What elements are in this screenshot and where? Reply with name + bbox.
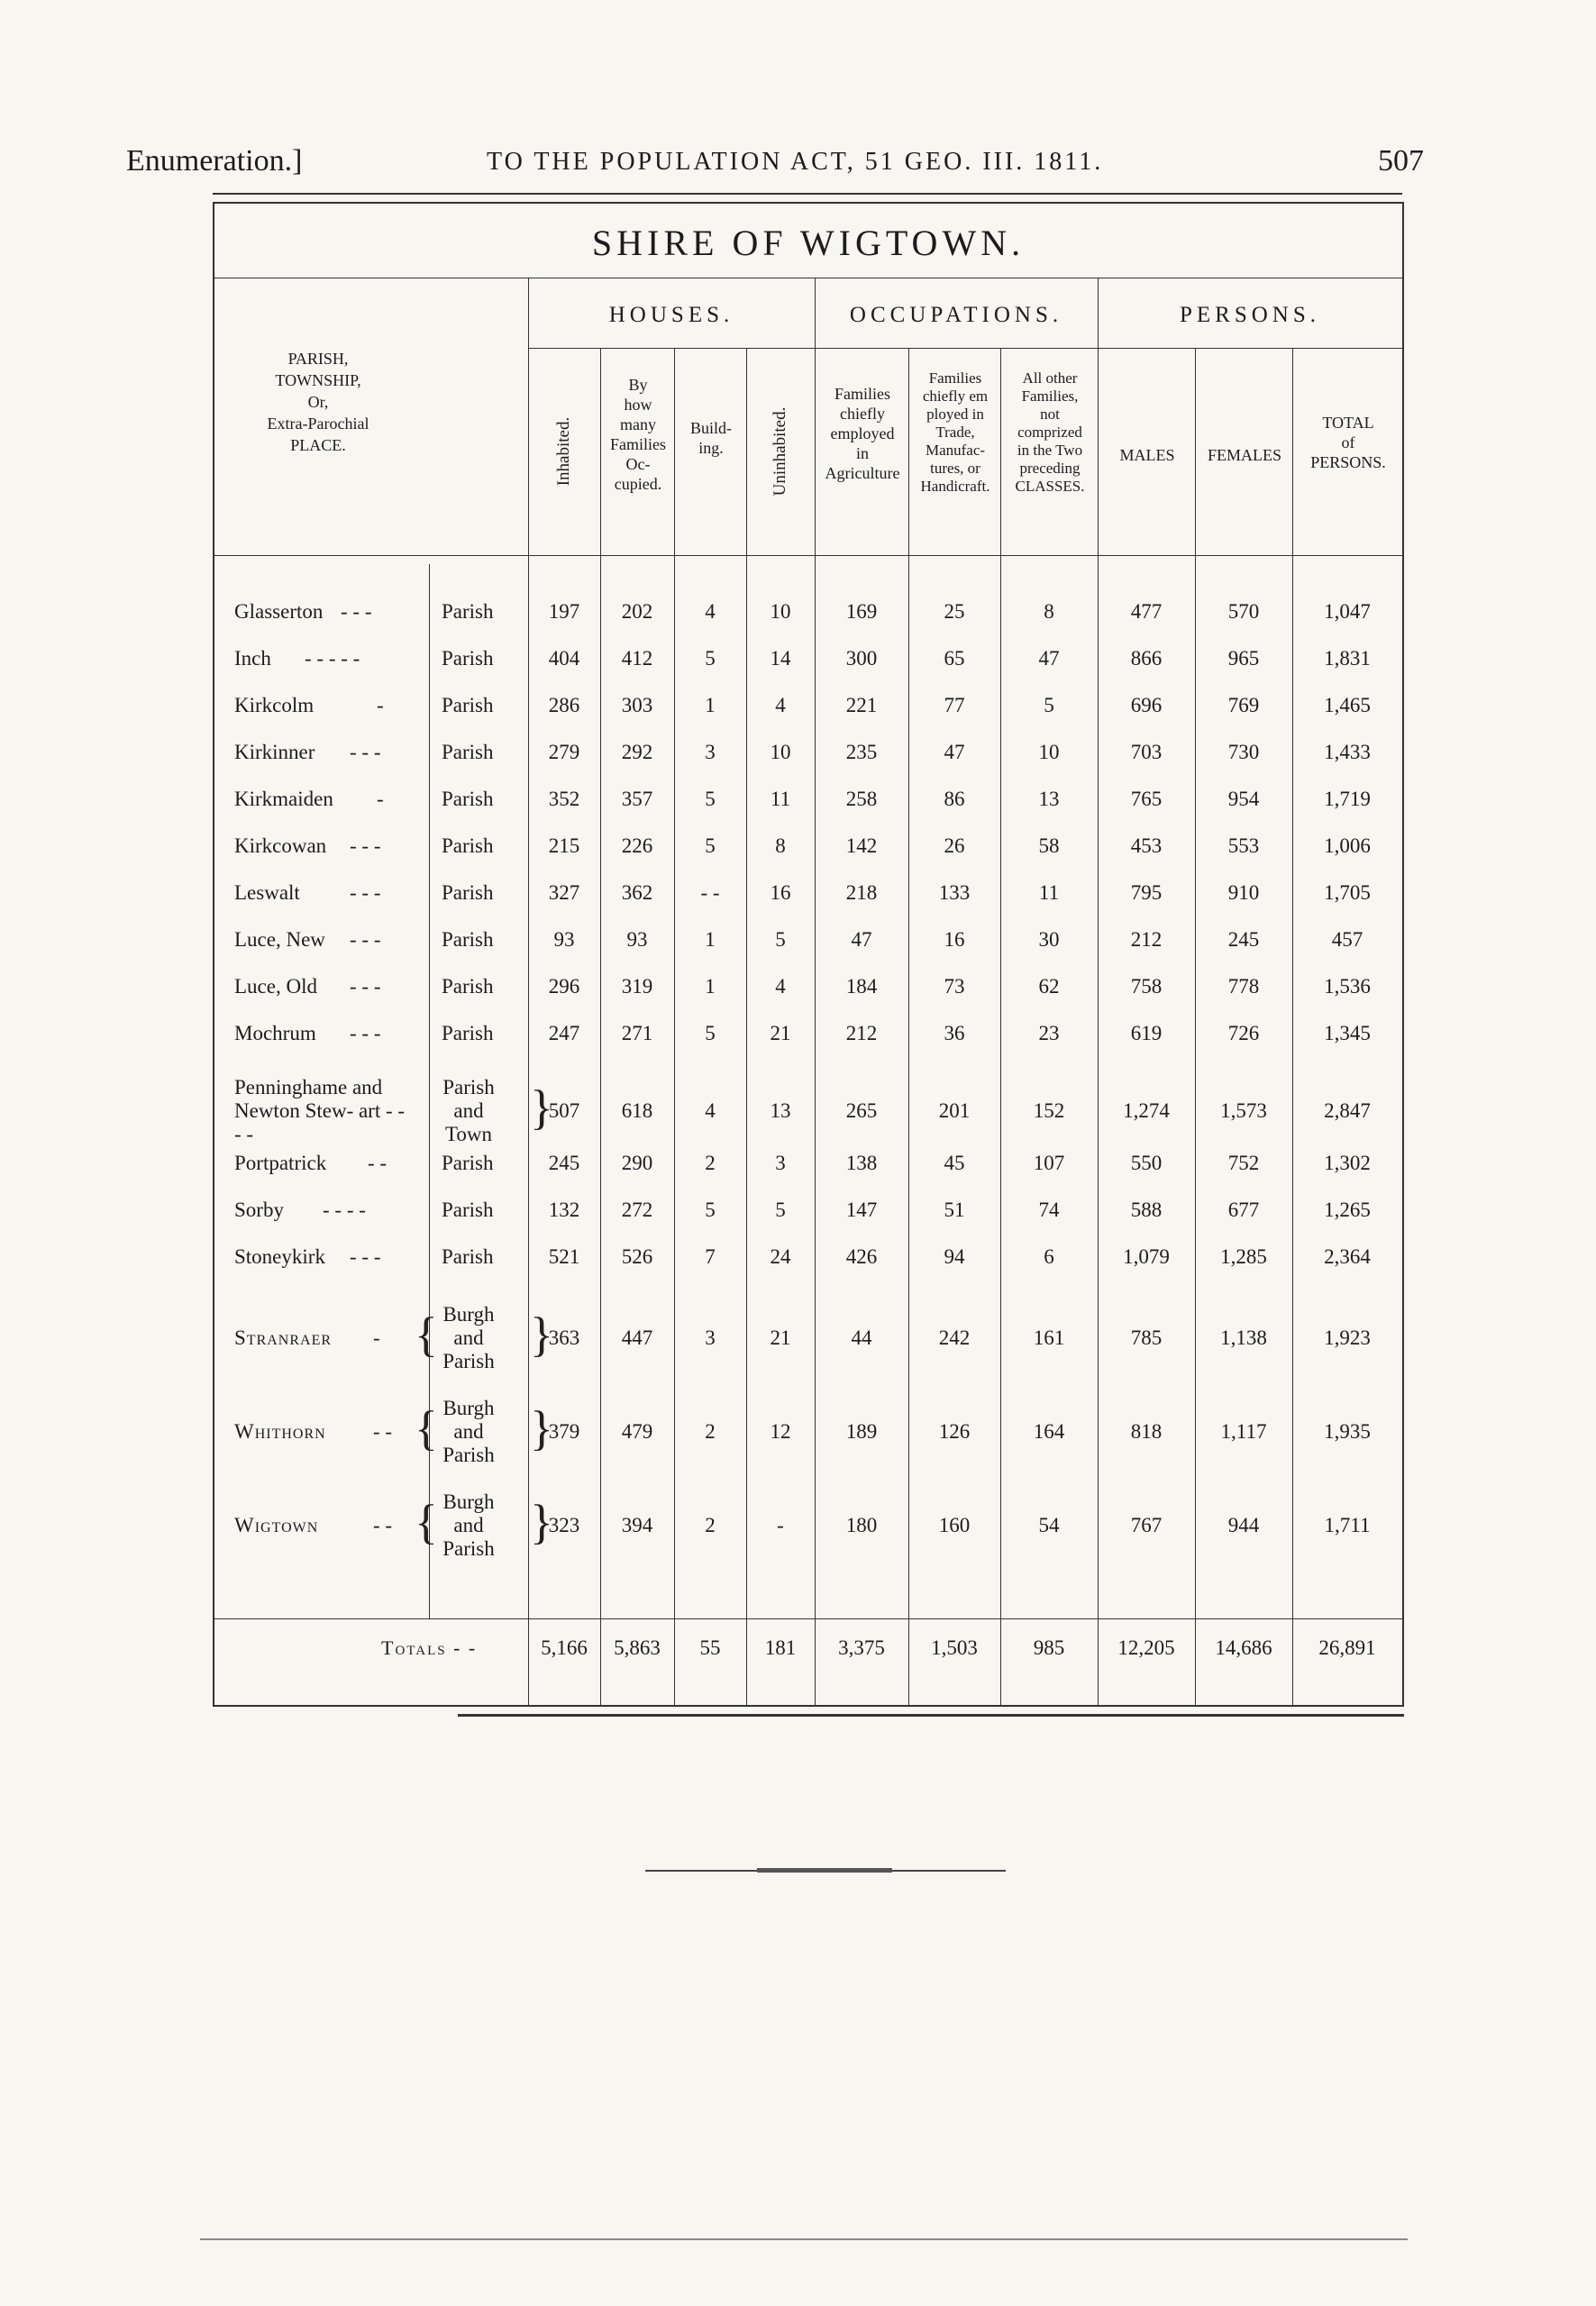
right-brace: }: [530, 1401, 553, 1455]
cell-other: 152: [1033, 1099, 1065, 1122]
cell-families: 357: [621, 788, 653, 810]
cell-uninhabited: 10: [770, 741, 791, 763]
cell-males: 696: [1130, 694, 1163, 716]
males-header: MALES: [1119, 446, 1175, 464]
cell-families: 226: [621, 834, 653, 857]
leader-dots: - - -: [350, 1022, 381, 1044]
leader-dots: - - -: [350, 928, 381, 951]
place-kind: Parish: [442, 741, 494, 763]
cell-families: 272: [621, 1199, 653, 1221]
cell-total: 1,433: [1324, 741, 1371, 763]
cell-females: 553: [1227, 834, 1260, 857]
cell-agriculture: 138: [845, 1152, 878, 1174]
cell-uninhabited: 8: [775, 834, 786, 857]
leader-dots: -: [377, 694, 384, 716]
cell-building: 5: [705, 788, 716, 810]
place-name: Mochrum: [234, 1022, 316, 1044]
cell-other: 13: [1038, 788, 1060, 810]
bottom-rule: [458, 1714, 1404, 1717]
cell-trade: 242: [938, 1326, 971, 1349]
cell-males: 212: [1130, 928, 1163, 951]
rule-under-houses: [528, 348, 847, 349]
cell-other: 107: [1033, 1152, 1065, 1174]
cell-total: 1,536: [1324, 975, 1371, 998]
totals-uninhabited: 181: [764, 1636, 797, 1659]
cell-uninhabited: 21: [770, 1326, 791, 1349]
cell-uninhabited: -: [777, 1514, 784, 1536]
leader-dots: -: [373, 1326, 380, 1349]
totals-inhabited: 5,166: [541, 1636, 588, 1659]
cell-males: 1,274: [1123, 1099, 1170, 1122]
cell-females: 677: [1227, 1199, 1260, 1221]
cell-inhabited: 352: [548, 788, 580, 810]
cell-trade: 86: [944, 788, 965, 810]
cell-uninhabited: 4: [775, 694, 786, 716]
totals-persons: 26,891: [1318, 1636, 1376, 1659]
leader-dots: - -: [373, 1514, 393, 1536]
totals-other: 985: [1033, 1636, 1065, 1659]
cell-trade: 36: [944, 1022, 965, 1044]
families-occupied-header: By how many Families Oc- cupied.: [610, 376, 666, 493]
cell-inhabited: 197: [548, 600, 580, 623]
cell-uninhabited: 3: [775, 1152, 786, 1174]
cell-families: 271: [621, 1022, 653, 1044]
totals-label: Totals - -: [381, 1636, 478, 1659]
cell-agriculture: 221: [845, 694, 878, 716]
cell-trade: 65: [944, 647, 965, 670]
trade-header: Families chiefly em ployed in Trade, Manufac- tures, or Handicraft.: [920, 369, 990, 495]
section-label: Enumeration.]: [126, 144, 303, 178]
totals-trade: 1,503: [931, 1636, 978, 1659]
cell-building: 1: [705, 975, 716, 998]
cell-females: 910: [1227, 881, 1260, 904]
cell-uninhabited: 10: [770, 600, 791, 623]
place-kind: Parish: [442, 788, 494, 810]
cell-males: 785: [1130, 1326, 1163, 1349]
cell-families: 319: [621, 975, 653, 998]
running-head: [126, 144, 1424, 189]
cell-females: 1,117: [1220, 1420, 1267, 1443]
cell-families: 526: [621, 1245, 653, 1268]
cell-other: 30: [1038, 928, 1060, 951]
cell-agriculture: 212: [845, 1022, 878, 1044]
place-kind: Parish: [442, 928, 494, 951]
cell-males: 758: [1130, 975, 1163, 998]
cell-other: 5: [1044, 694, 1054, 716]
cell-females: 1,573: [1220, 1099, 1267, 1122]
cell-males: 619: [1130, 1022, 1163, 1044]
cell-inhabited: 132: [548, 1199, 580, 1221]
cell-total: 1,719: [1324, 788, 1371, 810]
place-name: Glasserton: [234, 600, 324, 623]
agriculture-header: Families chiefly employed in Agriculture: [825, 385, 900, 482]
totals-males: 12,205: [1117, 1636, 1175, 1659]
cell-agriculture: 180: [845, 1514, 878, 1536]
place-name: Luce, Old: [234, 975, 317, 998]
cell-females: 752: [1227, 1152, 1260, 1174]
cell-trade: 77: [944, 694, 965, 716]
totals-families: 5,863: [614, 1636, 661, 1659]
cell-total: 1,711: [1324, 1514, 1371, 1536]
leader-dots: - - -: [341, 600, 372, 623]
table-title: SHIRE OF WIGTOWN.: [591, 223, 1026, 263]
cell-building: 5: [705, 1022, 716, 1044]
place-kind: Parish: [442, 647, 494, 670]
cell-building: 1: [705, 694, 716, 716]
place-kind: Parish: [442, 834, 494, 857]
place-name: Luce, New: [234, 928, 325, 951]
cell-males: 550: [1130, 1152, 1163, 1174]
cell-males: 765: [1130, 788, 1163, 810]
cell-inhabited: 286: [548, 694, 580, 716]
cell-uninhabited: 13: [770, 1099, 791, 1122]
place-name: Portpatrick: [234, 1152, 327, 1174]
leader-dots: - - -: [350, 975, 381, 998]
place-kind: Parish: [442, 1199, 494, 1221]
place-kind: Parish: [442, 600, 494, 623]
cell-trade: 133: [938, 881, 971, 904]
cell-total: 1,265: [1324, 1199, 1371, 1221]
cell-agriculture: 258: [845, 788, 878, 810]
cell-other: 58: [1038, 834, 1060, 857]
cell-trade: 25: [944, 600, 965, 623]
place-name: Sorby: [234, 1199, 284, 1221]
cell-families: 479: [621, 1420, 653, 1443]
cell-females: 245: [1227, 928, 1260, 951]
leader-dots: - - -: [350, 1245, 381, 1268]
females-header: FEMALES: [1207, 446, 1281, 464]
cell-inhabited: 363: [548, 1326, 580, 1349]
cell-uninhabited: 11: [770, 788, 791, 810]
cell-agriculture: 189: [845, 1420, 878, 1443]
cell-agriculture: 265: [845, 1099, 878, 1122]
ornament-rule-center: [757, 1868, 892, 1873]
cell-families: 292: [621, 741, 653, 763]
cell-families: 93: [626, 928, 648, 951]
cell-agriculture: 235: [845, 741, 878, 763]
cell-females: 778: [1227, 975, 1260, 998]
cell-families: 618: [621, 1099, 653, 1122]
cell-families: 447: [621, 1326, 653, 1349]
cell-families: 412: [621, 647, 653, 670]
place-name: Stoneykirk: [234, 1245, 325, 1268]
totals-building: 55: [699, 1636, 721, 1659]
cell-total: 1,935: [1324, 1420, 1371, 1443]
cell-inhabited: 521: [548, 1245, 580, 1268]
cell-families: 362: [621, 881, 653, 904]
cell-inhabited: 296: [548, 975, 580, 998]
cell-other: 11: [1038, 881, 1060, 904]
rule-under-groups: [815, 348, 1402, 349]
cell-agriculture: 44: [851, 1326, 872, 1349]
other-classes-header: All other Families, not comprized in the Two preceding CLASSES.: [1015, 369, 1085, 495]
cell-males: 767: [1130, 1514, 1163, 1536]
cell-agriculture: 426: [845, 1245, 878, 1268]
place-kind: Parish: [442, 1245, 494, 1268]
cell-building: 2: [705, 1514, 716, 1536]
total-persons-header: TOTAL of PERSONS.: [1310, 414, 1386, 471]
leader-dots: - - -: [350, 834, 381, 857]
cell-other: 164: [1033, 1420, 1065, 1443]
leader-dots: - - - - -: [305, 647, 360, 670]
cell-females: 726: [1227, 1022, 1260, 1044]
rule-above-totals: [214, 1618, 1402, 1619]
cell-inhabited: 245: [548, 1152, 580, 1174]
cell-inhabited: 215: [548, 834, 580, 857]
cell-agriculture: 142: [845, 834, 878, 857]
cell-trade: 16: [944, 928, 965, 951]
act-title: TO THE POPULATION ACT, 51 GEO. III. 1811.: [487, 148, 1104, 176]
cell-total: 1,465: [1324, 694, 1371, 716]
cell-trade: 201: [938, 1099, 971, 1122]
cell-total: 1,705: [1324, 881, 1371, 904]
cell-building: 2: [705, 1420, 716, 1443]
cell-agriculture: 47: [851, 928, 872, 951]
cell-trade: 47: [944, 741, 965, 763]
cell-total: 2,364: [1324, 1245, 1371, 1268]
cell-males: 588: [1130, 1199, 1163, 1221]
cell-agriculture: 300: [845, 647, 878, 670]
cell-other: 10: [1038, 741, 1060, 763]
leader-dots: -: [377, 788, 384, 810]
cell-other: 54: [1038, 1514, 1060, 1536]
cell-males: 795: [1130, 881, 1163, 904]
place-name: Penninghame and Newton Stew- art - - - -: [234, 1076, 406, 1145]
cell-total: 1,831: [1324, 647, 1371, 670]
uninhabited-header: Uninhabited.: [771, 406, 789, 497]
cell-trade: 45: [944, 1152, 965, 1174]
place-kind: Parish: [442, 975, 494, 998]
persons-header: PERSONS.: [1179, 303, 1320, 327]
place-kind: Parish: [442, 881, 494, 904]
footer-rule: [200, 2238, 1408, 2240]
cell-other: 23: [1038, 1022, 1060, 1044]
cell-total: 457: [1331, 928, 1363, 951]
cell-total: 1,047: [1324, 600, 1371, 623]
cell-inhabited: 93: [553, 928, 575, 951]
place-name: Wigtown: [234, 1514, 319, 1536]
cell-uninhabited: 5: [775, 928, 786, 951]
place-kind: Parish: [442, 1022, 494, 1044]
cell-total: 2,847: [1324, 1099, 1371, 1122]
place-name: Leswalt: [234, 881, 300, 904]
place-kind: Burgh and Parish: [442, 1490, 495, 1560]
cell-inhabited: 379: [548, 1420, 580, 1443]
cell-total: 1,302: [1324, 1152, 1371, 1174]
totals-females: 14,686: [1215, 1636, 1272, 1659]
cell-building: 7: [705, 1245, 716, 1268]
cell-females: 769: [1227, 694, 1260, 716]
place-name: Whithorn: [234, 1420, 326, 1443]
cell-males: 453: [1130, 834, 1163, 857]
cell-females: 965: [1227, 647, 1260, 670]
place-column-header: PARISH, TOWNSHIP, Or, Extra-Parochial PLACE.: [267, 350, 369, 454]
cell-trade: 160: [938, 1514, 971, 1536]
place-kind: Parish: [442, 1152, 494, 1174]
cell-agriculture: 169: [845, 600, 878, 623]
place-name: Kirkcolm: [234, 694, 315, 716]
cell-families: 290: [621, 1152, 653, 1174]
cell-inhabited: 404: [548, 647, 580, 670]
leader-dots: - - -: [350, 881, 381, 904]
cell-total: 1,345: [1324, 1022, 1371, 1044]
cell-inhabited: 507: [548, 1099, 580, 1122]
cell-males: 703: [1130, 741, 1163, 763]
place-kind: Parish: [442, 694, 494, 716]
cell-males: 477: [1130, 600, 1163, 623]
cell-inhabited: 279: [548, 741, 580, 763]
right-brace: }: [530, 1495, 553, 1549]
cell-males: 866: [1130, 647, 1163, 670]
cell-females: 944: [1227, 1514, 1260, 1536]
cell-females: 730: [1227, 741, 1260, 763]
cell-trade: 94: [944, 1245, 965, 1268]
cell-agriculture: 184: [845, 975, 878, 998]
cell-building: 4: [705, 1099, 716, 1122]
place-kind-divider: [429, 564, 430, 1618]
cell-building: 5: [705, 647, 716, 670]
occupations-header: OCCUPATIONS.: [849, 303, 1063, 327]
place-name: Kirkmaiden: [234, 788, 333, 810]
cell-families: 202: [621, 600, 653, 623]
population-table: [213, 202, 1404, 1707]
right-brace: }: [530, 1308, 553, 1362]
cell-trade: 126: [938, 1420, 971, 1443]
left-brace: {: [415, 1308, 438, 1362]
cell-females: 1,138: [1220, 1326, 1267, 1349]
place-name: Inch: [234, 647, 271, 670]
cell-building: 1: [705, 928, 716, 951]
cell-uninhabited: 5: [775, 1199, 786, 1221]
cell-building: 4: [705, 600, 716, 623]
cell-uninhabited: 16: [770, 881, 791, 904]
cell-females: 570: [1227, 600, 1260, 623]
page-number: 507: [1378, 144, 1424, 178]
cell-other: 8: [1044, 600, 1054, 623]
left-brace: {: [415, 1495, 438, 1549]
cell-building: 3: [705, 741, 716, 763]
cell-building: 5: [705, 1199, 716, 1221]
cell-uninhabited: 4: [775, 975, 786, 998]
cell-males: 818: [1130, 1420, 1163, 1443]
cell-females: 1,285: [1220, 1245, 1267, 1268]
cell-building: 3: [705, 1326, 716, 1349]
place-name: Stranraer: [234, 1326, 333, 1349]
head-rule: [213, 193, 1402, 195]
cell-total: 1,923: [1324, 1326, 1371, 1349]
leader-dots: - - - -: [323, 1199, 366, 1221]
cell-building: - -: [700, 881, 720, 904]
leader-dots: - -: [368, 1152, 388, 1174]
houses-header: HOUSES.: [608, 303, 734, 327]
cell-uninhabited: 12: [770, 1420, 791, 1443]
cell-uninhabited: 21: [770, 1022, 791, 1044]
cell-total: 1,006: [1324, 834, 1371, 857]
cell-inhabited: 327: [548, 881, 580, 904]
totals-agriculture: 3,375: [838, 1636, 885, 1659]
cell-building: 5: [705, 834, 716, 857]
place-kind: Burgh and Parish: [442, 1397, 495, 1466]
rule-under-headers: [214, 555, 1402, 556]
cell-building: 2: [705, 1152, 716, 1174]
cell-other: 6: [1044, 1245, 1054, 1268]
cell-males: 1,079: [1123, 1245, 1170, 1268]
cell-uninhabited: 24: [770, 1245, 791, 1268]
cell-families: 303: [621, 694, 653, 716]
left-brace: {: [415, 1401, 438, 1455]
cell-other: 161: [1033, 1326, 1065, 1349]
place-kind: Parish and Town: [442, 1076, 495, 1145]
cell-families: 394: [621, 1514, 653, 1536]
right-brace: }: [530, 1080, 553, 1135]
building-header: Build- ing.: [689, 419, 732, 457]
cell-other: 47: [1038, 647, 1060, 670]
cell-uninhabited: 14: [770, 647, 791, 670]
cell-trade: 73: [944, 975, 965, 998]
leader-dots: - -: [373, 1420, 393, 1443]
cell-inhabited: 247: [548, 1022, 580, 1044]
cell-females: 954: [1227, 788, 1260, 810]
cell-other: 62: [1038, 975, 1060, 998]
place-name: Kirkinner: [234, 741, 315, 763]
inhabited-header: Inhabited.: [554, 416, 573, 487]
cell-agriculture: 218: [845, 881, 878, 904]
leader-dots: - - -: [350, 741, 381, 763]
place-kind: Burgh and Parish: [442, 1303, 495, 1372]
cell-agriculture: 147: [845, 1199, 878, 1221]
place-name: Kirkcowan: [234, 834, 327, 857]
cell-inhabited: 323: [548, 1514, 580, 1536]
cell-trade: 51: [944, 1199, 965, 1221]
cell-other: 74: [1038, 1199, 1060, 1221]
cell-trade: 26: [944, 834, 965, 857]
